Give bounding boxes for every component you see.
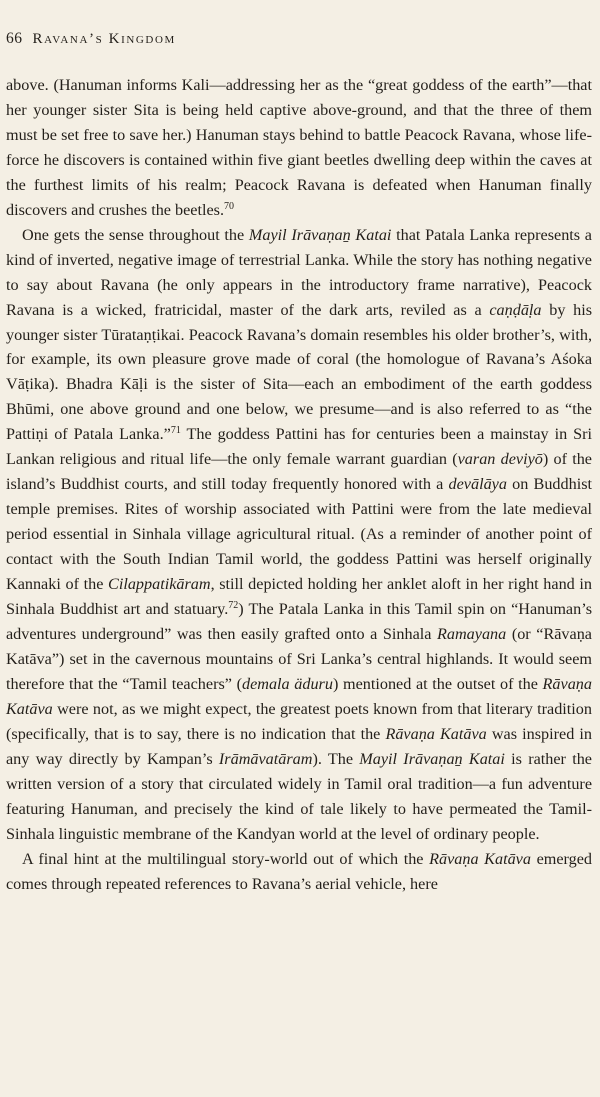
running-head <box>6 30 592 56</box>
italic-term: varan deviyō <box>457 450 543 469</box>
text-run: (or “Rāvaṇa Katāva”) set in the cavernous mountains of Sri Lanka’s central highlands. It would seem therefore that the “Tamil teachers” ( <box>6 624 592 693</box>
italic-term: Mayil Irāvaṇaṉ Katai <box>359 749 505 768</box>
text-run: emerged comes through repeated references to Ravana’s aerial vehicle, here <box>6 849 593 893</box>
text-run: ) of the island’s Buddhist courts, and still today frequently honored with a <box>6 450 592 494</box>
text-run: was inspired in any way directly by Kampan’s <box>6 724 592 768</box>
italic-term: demala äduru <box>241 674 333 693</box>
text-run: were not, as we might expect, the greatest poets known from that literary tradition (specifically, that is to say, there is no indication that the <box>6 699 592 743</box>
footnote-ref: 71 <box>170 425 181 437</box>
book-title: Ravana’s Kingdom <box>32 31 176 47</box>
text-run: above. (Hanuman informs Kali—addressing her as the “great goddess of the earth”—that her younger sister Sita is being held captive above-ground, and that the three of them must be set free to save her.) Hanuman stays behind to battle Peacock Ravana, whose life-force he discovers is contained within five giant beetles dwelling deep within the caves at the furthest limits of his realm; Peacock Ravana is defeated when Hanuman finally discovers and crushes the beetles. <box>6 76 592 219</box>
italic-term: Rāvaṇa Katāva <box>429 849 531 868</box>
italic-term: Mayil Irāvaṇaṉ Katai <box>248 225 392 244</box>
text-run: , still depicted holding her anklet aloft in her right hand in Sinhala Buddhist art and statuary. <box>6 575 593 619</box>
text-run: is rather the written version of a story that circulated widely in Tamil oral tradition—a fun adventure featuring Hanuman, and precisely the kind of tale likely to have permeated the Tamil-Sinhala linguistic membrane of the Kandyan world at the level of ordinary people. <box>6 749 592 843</box>
footnote-ref: 70 <box>224 200 235 212</box>
body-text <box>6 73 592 896</box>
text-run: ) mentioned at the outset of the <box>332 674 543 693</box>
paragraph <box>6 73 592 223</box>
italic-term: Ramayana <box>437 624 507 643</box>
footnote-ref: 72 <box>228 600 239 612</box>
italic-term: Irāmāvatāram <box>218 749 313 768</box>
text-run: A final hint at the multilingual story-world out of which the <box>22 849 430 868</box>
text-run: that Patala Lanka represents a kind of inverted, negative image of terrestrial Lanka. While the story has nothing negative to say about Ravana (he only appears in the introductory frame narrative), Peacock Ravana is a wicked, fratricidal, master of the dark arts, reviled as a <box>6 225 592 319</box>
italic-term: Rāvaṇa Katāva <box>6 674 592 718</box>
italic-term: caṇḍāḷa <box>489 300 542 319</box>
text-run: ). The <box>312 749 360 768</box>
italic-term: Rāvaṇa Katāva <box>385 724 487 743</box>
paragraph <box>6 847 592 897</box>
text-run: on Buddhist temple premises. Rites of worship associated with Pattini were from the late medieval period essential in Sinhala village agricultural ritual. (As a reminder of another point of contact with the South Indian Tamil world, the goddess Pattini was herself originally Kannaki of the <box>6 475 592 594</box>
text-run: ) The Patala Lanka in this Tamil spin on “Hanuman’s adventures underground” was then easily grafted onto a Sinhala <box>6 600 593 643</box>
text-run: The goddess Pattini has for centuries been a mainstay in Sri Lankan religious and ritual life—the only female warrant guardian ( <box>6 425 592 469</box>
text-run: by his younger sister Tūrataṇṭikai. Peacock Ravana’s domain resembles his older brother’s, with, for example, its own pleasure grove made of coral (the homologue of Ravana’s Aśoka Vāṭika). Bhadra Kāḷi is the sister of Sita—each an embodiment of the earth goddess Bhūmi, one above ground and one below, we presume—and is also referred to as “the Pattiṇi of Patala Lanka.” <box>6 300 592 444</box>
paragraph <box>6 223 592 847</box>
text-run: One gets the sense throughout the <box>22 225 249 244</box>
page-number: 66 <box>6 30 23 47</box>
italic-term: Cilappatikāram <box>108 575 211 594</box>
italic-term: devālāya <box>448 475 507 494</box>
